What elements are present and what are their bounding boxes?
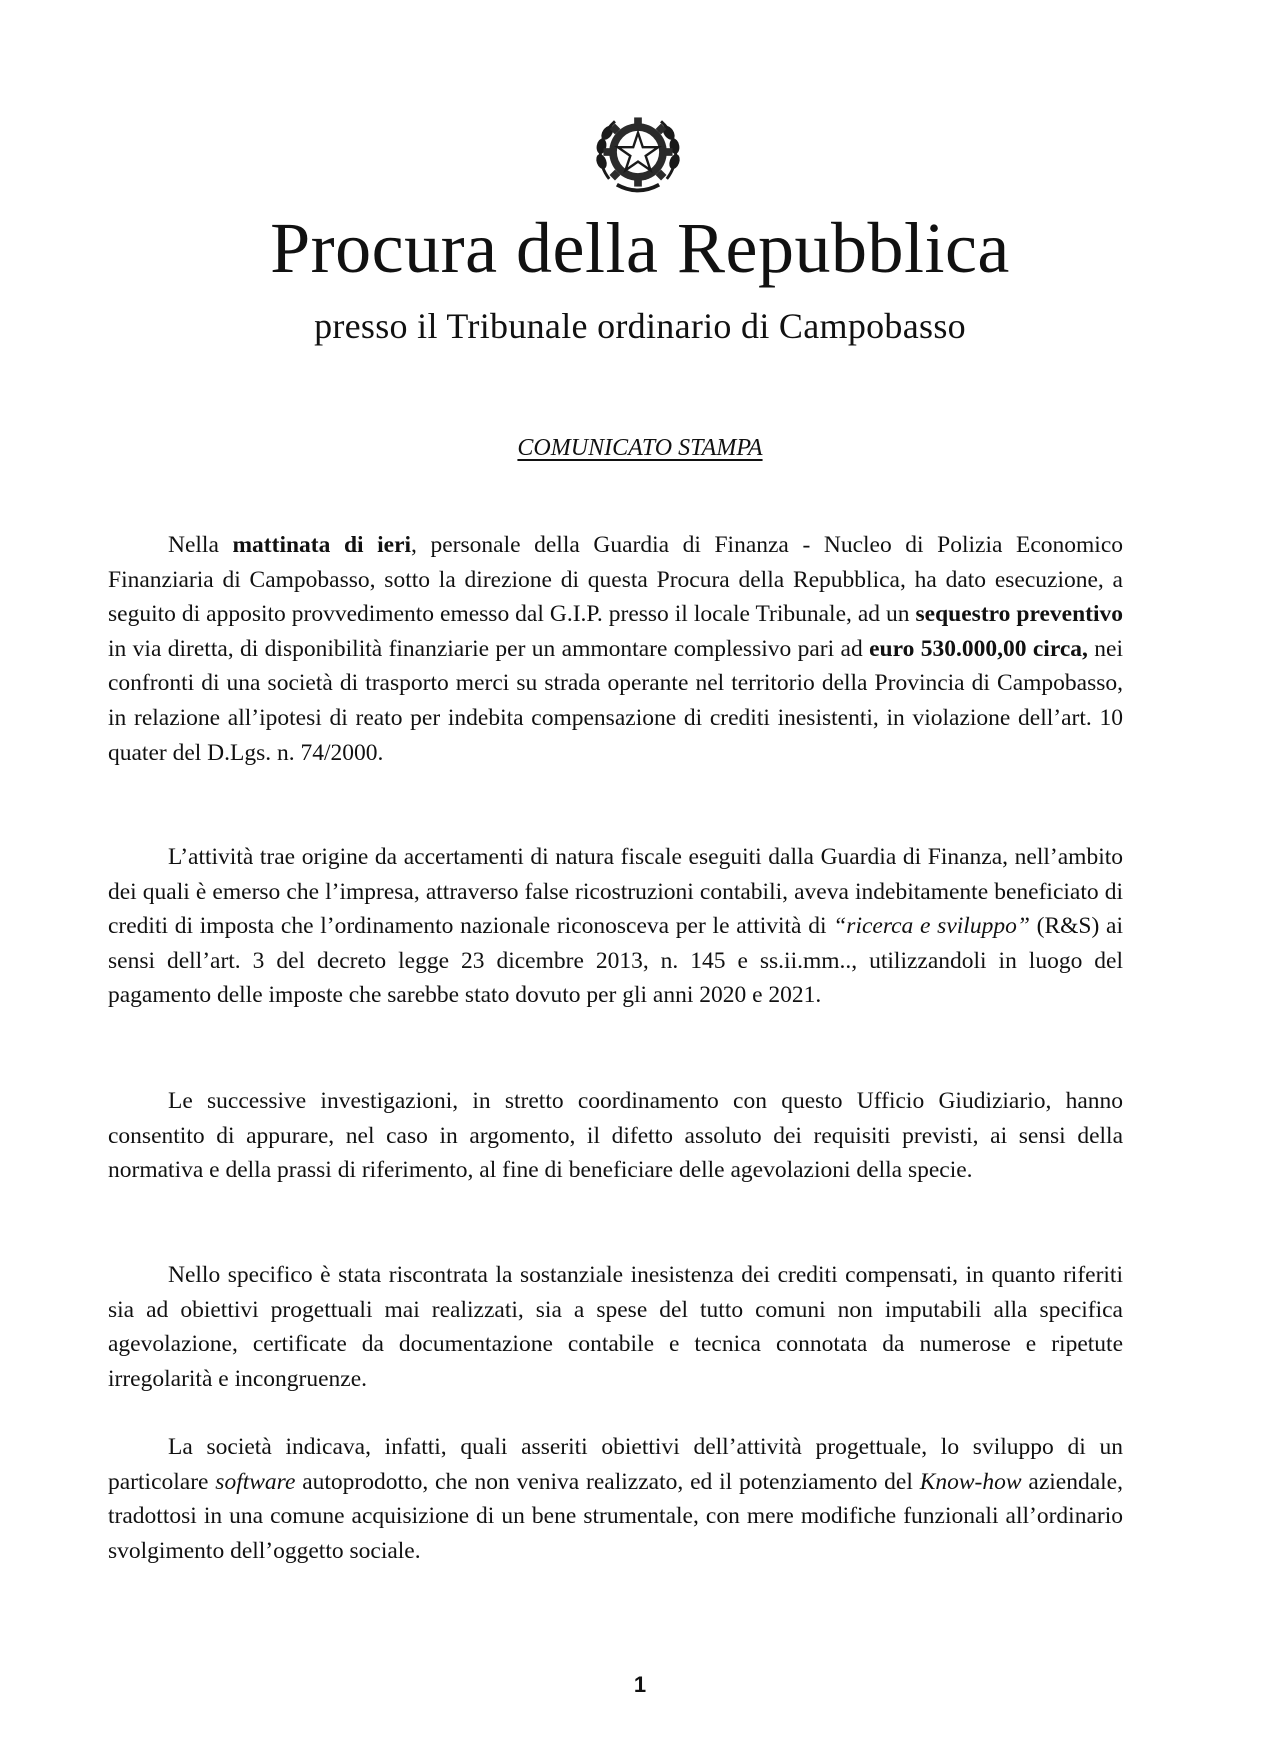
italic-software: software [215, 1468, 296, 1495]
bold-timing: mattinata di ieri [232, 532, 412, 558]
bold-amount: euro 530.000,00 circa, [869, 635, 1088, 662]
paragraph-investigations: Le successive investigazioni, in stretto coordinamento con questo Ufficio Giudiziario, hanno consentito di appurare, nel caso in argomento, il difetto assoluto dei requisiti previsti, ai sensi della normativa e della prassi di riferimento, al fine di beneficiare delle agevolazioni della specie. [108, 1088, 1123, 1184]
paragraph-origin: L’attività trae origine da accertamenti di natura fiscale eseguiti dalla Guardia di Finanza, nell’ambito dei quali è emerso che l’impresa, attraverso false ricostruzioni contabili, aveva indebitamente beneficiato di crediti di imposta che l’ordinamento nazionale riconosceva per le attività di “ricerca e sviluppo” (R&S) ai sensi dell’art. 3 del decreto legge 23 dicembre 2013, n. 145 e ss.ii.mm.., utilizzandoli in luogo del pagamento delle imposte che sarebbe stato dovuto per gli anni 2020 e 2021. [108, 844, 1123, 1009]
page-number: 1 [633, 1672, 647, 1697]
italic-research: “ricerca e sviluppo” [833, 913, 1030, 940]
press-release-heading: COMUNICATO STAMPA [517, 435, 763, 461]
paragraph-objectives: La società indicava, infatti, quali asseriti obiettivi dell’attività progettuale, lo sviluppo di un particolare software autoprodotto, che non veniva realizzato, ed il potenziamento del Know-how aziendale, tradottosi in una comune acquisizione di un bene strumentale, con mere modifiche funzionali all’ordinario svolgimento dell’oggetto sociale. [108, 1434, 1123, 1564]
paragraph-seizure: Nella mattinata di ieri, personale della Guardia di Finanza - Nucleo di Polizia Economico Finanziaria di Campobasso, sotto la direzione di questa Procura della Repubblica, ha dato esecuzione, a seguito di apposito provvedimento emesso dal G.I.P. presso il locale Tribunale, ad un sequestro preventivo in via diretta, di disponibilità finanziarie per un ammontare complessivo pari ad euro 530.000,00 circa, nei confronti di una società di trasporto merci su strada operante nel territorio della Provincia di Campobasso, in relazione all’ipotesi di reato per indebita compensazione di crediti inesistenti, in violazione dell’art. 10 quater del D.Lgs. n. 74/2000. [108, 532, 1124, 766]
italian-republic-emblem-icon [590, 104, 686, 200]
paragraph-specifics: Nello specifico è stata riscontrata la sostanziale inesistenza dei crediti compensati, in quanto riferiti sia ad obiettivi progettuali mai realizzati, sia a spese del tutto comuni non imputabili alla specifica agevolazione, certificate da documentazione contabile e tecnica connotata da numerose e ripetute irregolarità e incongruenze. [108, 1262, 1123, 1392]
italic-know-how: Know-how [919, 1468, 1022, 1495]
office-subtitle: presso il Tribunale ordinario di Campobasso [314, 306, 966, 346]
office-title: Procura della Repubblica [270, 208, 1010, 288]
bold-seizure-type: sequestro preventivo [915, 601, 1123, 628]
